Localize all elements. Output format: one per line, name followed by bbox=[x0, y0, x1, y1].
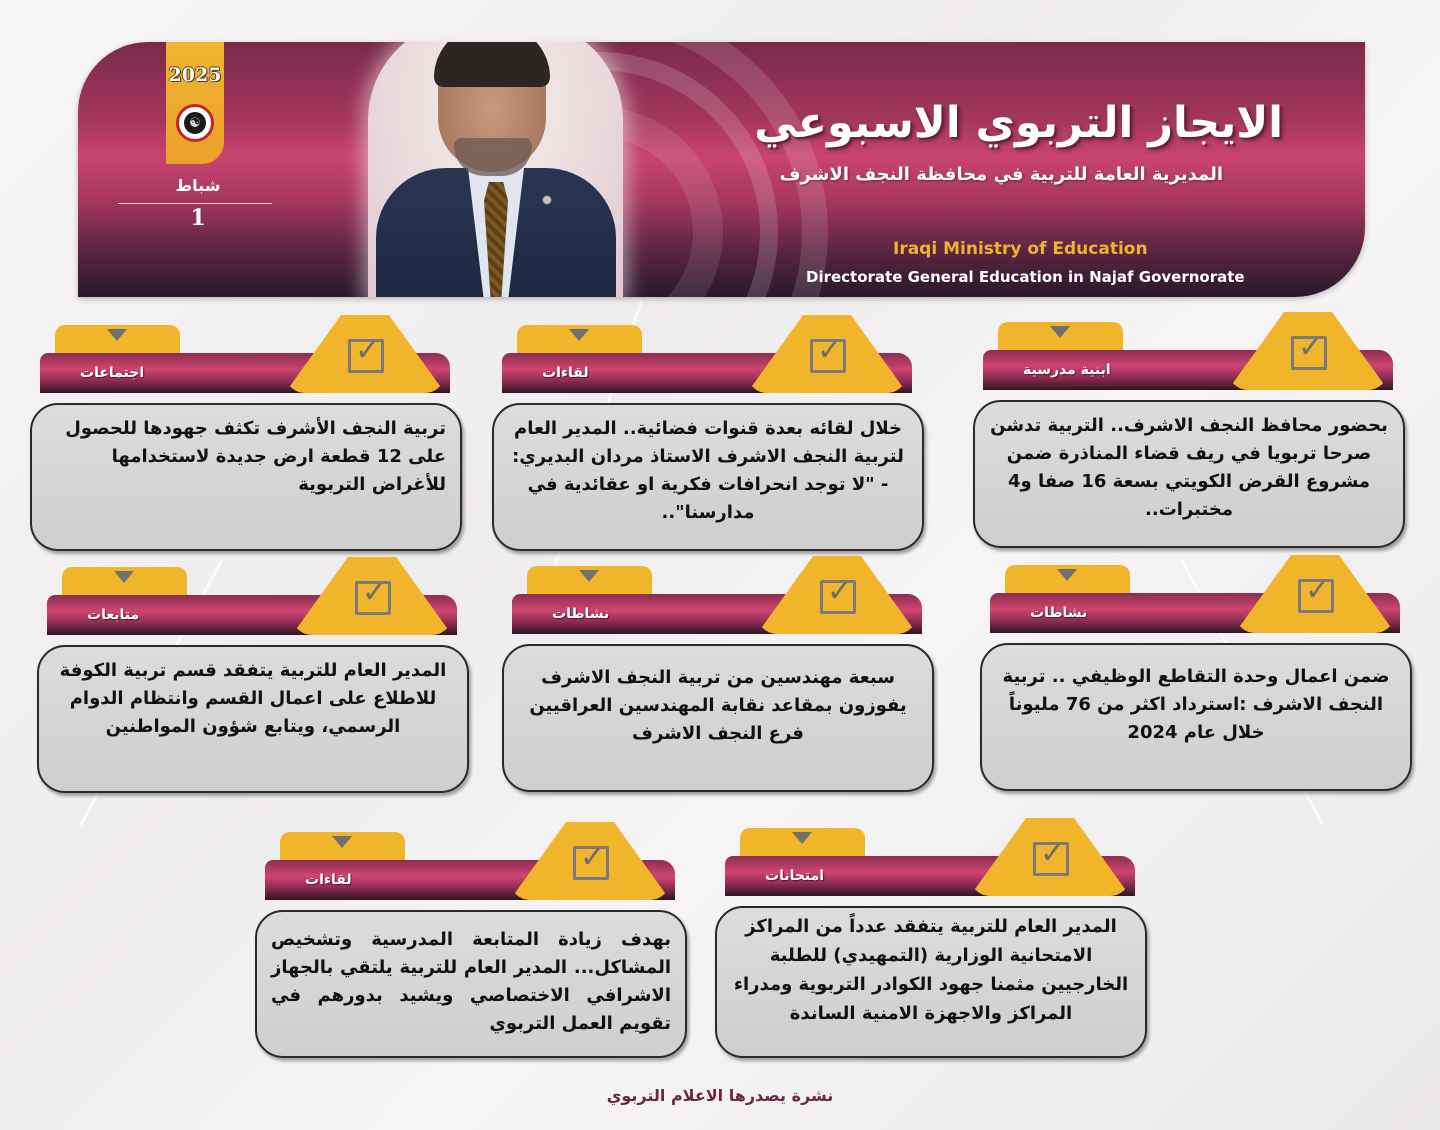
down-triangle-icon bbox=[114, 571, 134, 583]
card-text: المدير العام للتربية يتفقد قسم تربية الكوفة للاطلاع على اعمال القسم وانتظام الدوام الرسمي، ويتابع شؤون المواطنين bbox=[37, 645, 469, 793]
card-text: بهدف زيادة المتابعة المدرسية وتشخيص المشاكل... المدير العام للتربية يلتقي بالجهاز الاشرافي الاختصاصي ويشيد بدورهم في تقويم العمل التربوي bbox=[255, 910, 687, 1058]
down-triangle-icon bbox=[579, 570, 599, 582]
card-category: لقاءات bbox=[542, 365, 589, 381]
checkbox-icon bbox=[348, 333, 384, 373]
card-text: المدير العام للتربية يتفقد عدداً من المراكز الامتحانية الوزارية (التمهيدي) للطلبة الخارجيين مثمنا جهود الكوادر التربوية ومدراء المراكز والاجهزة الامنية الساندة bbox=[715, 906, 1147, 1058]
card-text: تربية النجف الأشرف تكثف جهودها للحصول على 12 قطعة ارض جديدة لاستخدامها للأغراض التربوية bbox=[30, 403, 462, 551]
news-card bbox=[980, 555, 1420, 805]
down-triangle-icon bbox=[1050, 326, 1070, 338]
news-card bbox=[37, 557, 477, 807]
card-category: امتحانات bbox=[765, 868, 825, 884]
lapel-pin-icon bbox=[542, 195, 552, 205]
down-triangle-icon bbox=[107, 329, 127, 341]
ministry-name-en: Iraqi Ministry of Education bbox=[893, 239, 1148, 259]
header-banner bbox=[78, 42, 1365, 297]
card-tab bbox=[62, 567, 187, 597]
footer-credit: نشرة يصدرها الاعلام التربوي bbox=[606, 1086, 834, 1105]
card-category: نشاطات bbox=[552, 606, 610, 622]
card-tab bbox=[517, 325, 642, 355]
down-triangle-icon bbox=[569, 329, 589, 341]
checkmark-icon: ✓ bbox=[355, 333, 381, 368]
checkmark-icon: ✓ bbox=[827, 574, 853, 609]
card-text: بحضور محافظ النجف الاشرف.. التربية تدشن صرحا تربويا في ريف قضاء المناذرة ضمن مشروع القرض الكويتي بسعة 16 صفا و4 مختبرات.. bbox=[973, 400, 1405, 548]
card-tab bbox=[280, 832, 405, 862]
card-category: ابنية مدرسية bbox=[1023, 362, 1111, 378]
checkbox-icon bbox=[820, 574, 856, 614]
card-category: متابعات bbox=[87, 607, 140, 623]
news-card bbox=[30, 315, 470, 565]
card-category: نشاطات bbox=[1030, 605, 1088, 621]
page-title: الايجاز التربوي الاسبوعي bbox=[754, 98, 1283, 148]
checkmark-icon: ✓ bbox=[1298, 330, 1324, 365]
card-text: ضمن اعمال وحدة التقاطع الوظيفي .. تربية النجف الاشرف :استرداد اكثر من 76 مليوناً خلال عام 2024 bbox=[980, 643, 1412, 791]
director-portrait bbox=[368, 42, 623, 297]
card-text: خلال لقائه بعدة قنوات فضائية.. المدير العام لتربية النجف الاشرف الاستاذ مردان البديري: - "لا توجد انحرافات فكرية او عقائدية في مدارسنا".. bbox=[492, 403, 924, 551]
month-label: شباط bbox=[175, 176, 221, 195]
news-card bbox=[502, 556, 942, 806]
news-card bbox=[715, 818, 1155, 1073]
portrait-hair bbox=[434, 42, 550, 87]
directorate-name-en: Directorate General Education in Najaf Governorate bbox=[806, 268, 1245, 286]
day-label: 1 bbox=[190, 205, 206, 231]
checkbox-icon bbox=[810, 333, 846, 373]
checkmark-icon: ✓ bbox=[362, 575, 388, 610]
checkmark-icon: ✓ bbox=[817, 333, 843, 368]
checkbox-icon bbox=[1033, 836, 1069, 876]
page-subtitle: المديرية العامة للتربية في محافظة النجف الاشرف bbox=[779, 164, 1223, 185]
card-tab bbox=[1005, 565, 1130, 595]
checkmark-icon: ✓ bbox=[1305, 573, 1331, 608]
down-triangle-icon bbox=[1057, 569, 1077, 581]
checkbox-icon bbox=[1298, 573, 1334, 613]
mosque-icon: ☯ bbox=[182, 110, 208, 136]
checkbox-icon bbox=[1291, 330, 1327, 370]
down-triangle-icon bbox=[332, 836, 352, 848]
date-divider bbox=[118, 203, 272, 204]
card-text: سبعة مهندسين من تربية النجف الاشرف يفوزون بمقاعد نقابة المهندسين العراقيين فرع النجف الاشرف bbox=[502, 644, 934, 792]
checkmark-icon: ✓ bbox=[580, 840, 606, 875]
down-triangle-icon bbox=[792, 832, 812, 844]
checkbox-icon bbox=[573, 840, 609, 880]
card-tab bbox=[55, 325, 180, 355]
checkmark-icon: ✓ bbox=[1040, 836, 1066, 871]
card-tab bbox=[998, 322, 1123, 352]
card-category: لقاءات bbox=[305, 872, 352, 888]
ministry-seal-icon bbox=[176, 104, 214, 142]
news-card bbox=[492, 315, 932, 565]
card-tab bbox=[740, 828, 865, 858]
year-tag bbox=[166, 42, 224, 164]
news-card bbox=[973, 312, 1413, 562]
news-card bbox=[255, 822, 695, 1072]
card-tab bbox=[527, 566, 652, 596]
checkbox-icon bbox=[355, 575, 391, 615]
year-label: 2025 bbox=[168, 64, 222, 86]
card-category: اجتماعات bbox=[80, 365, 145, 381]
